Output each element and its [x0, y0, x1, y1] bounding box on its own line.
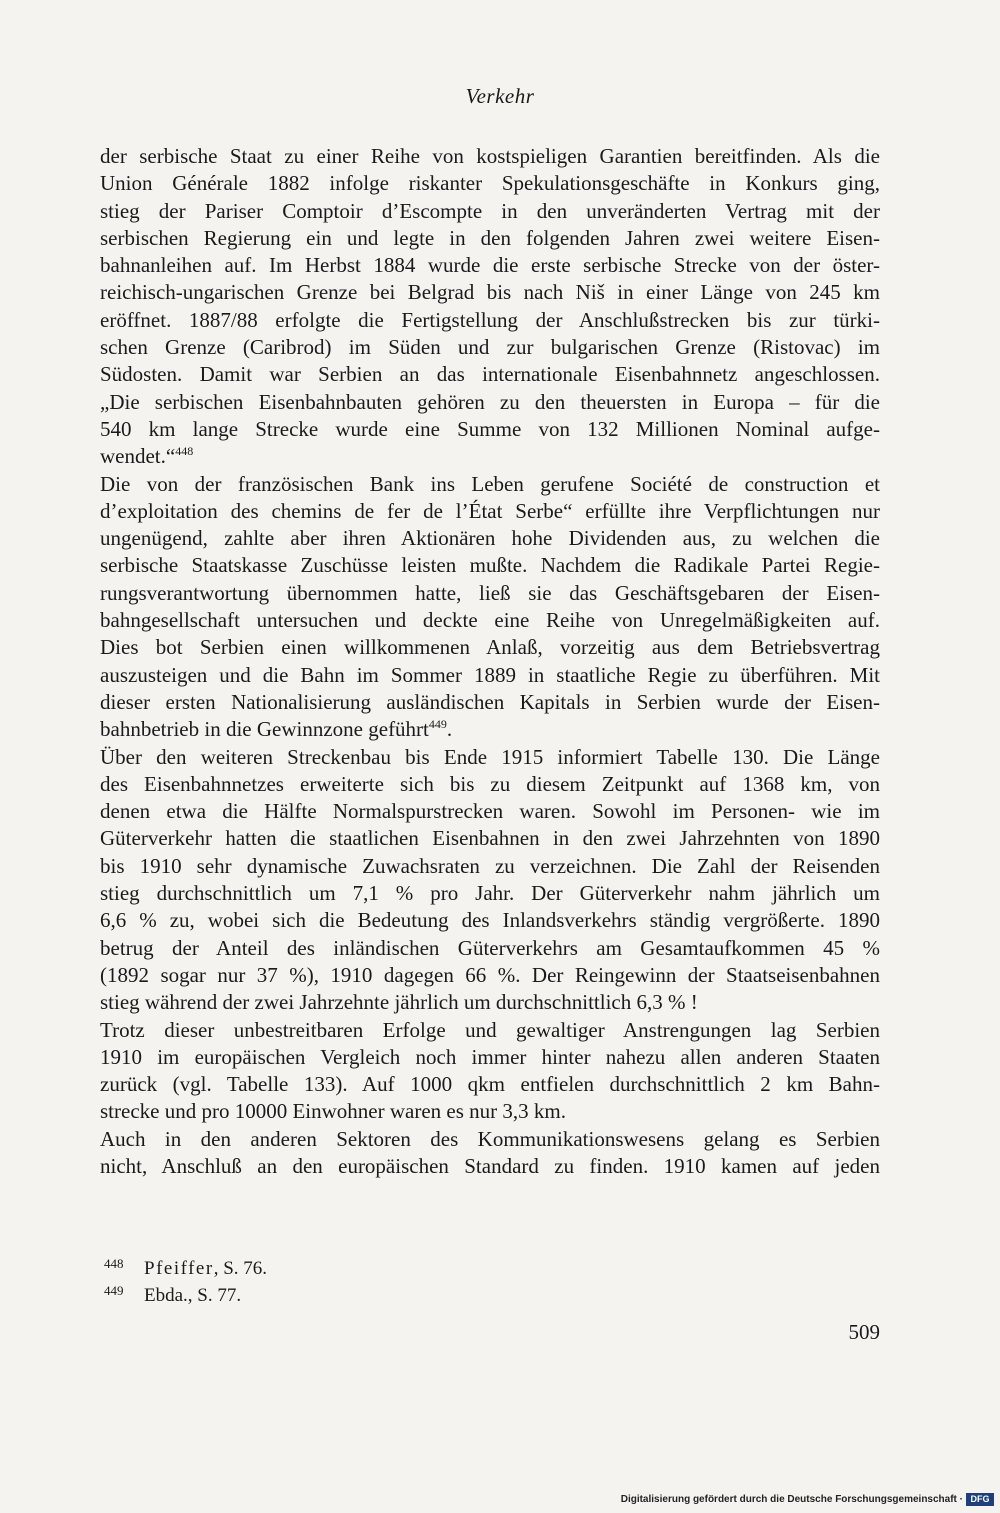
dfg-logo: DFG [966, 1493, 994, 1506]
text-line [100, 443, 880, 470]
text-line: d’exploitation des chemins de fer de l’État Serbe“ erfüllte ihre Verpflichtungen nur [100, 498, 880, 523]
text-line: Über den weiteren Streckenbau bis Ende 1915 informiert Tabelle 130. Die Länge [100, 744, 880, 769]
text-line: bahngesellschaft untersuchen und deckte eine Reihe von Unregelmäßigkeiten auf. [100, 608, 880, 633]
text-line: Dies bot Serbien einen willkommenen Anlaß, vorzeitig aus dem Betriebsvertrag [100, 635, 880, 660]
footnote-ref: 448 [175, 444, 194, 459]
text-line: (1892 sogar nur 37 %), 1910 dagegen 66 %. Der Reingewinn der Staatseisenbahnen [100, 962, 880, 987]
text-line: stieg der Pariser Comptoir d’Escompte in den unveränderten Vertrag mit der [100, 198, 880, 223]
text-line: 540 km lange Strecke wurde eine Summe von 132 Millionen Nominal aufge- [100, 416, 880, 441]
text-line: reichisch-ungarischen Grenze bei Belgrad bis nach Niš in einer Länge von 245 km [100, 280, 880, 305]
text-line: eröffnet. 1887/88 erfolgte die Fertigstellung der Anschlußstrecken bis zur türki- [100, 307, 880, 332]
text-line: Die von der französischen Bank ins Leben gerufene Société de construction et [100, 471, 880, 496]
text-line: Auch in den anderen Sektoren des Kommunikationswesens gelang es Serbien [100, 1126, 880, 1151]
text-line: schen Grenze (Caribrod) im Süden und zur bulgarischen Grenze (Ristovac) im [100, 335, 880, 360]
text-line: dieser ersten Nationalisierung ausländischen Kapitals in Serbien wurde der Eisen- [100, 689, 880, 714]
text-line: 6,6 % zu, wobei sich die Bedeutung des Inlandsverkehrs ständig vergrößerte. 1890 [100, 908, 880, 933]
text-line: nicht, Anschluß an den europäischen Standard zu finden. 1910 kamen auf jeden [100, 1153, 880, 1178]
text-line: „Die serbischen Eisenbahnbauten gehören zu den theuersten in Europa – für die [100, 389, 880, 414]
footnote [104, 1277, 267, 1304]
footnote-number: 448 [104, 1256, 124, 1271]
text-line: bis 1910 sehr dynamische Zuwachsraten zu verzeichnen. Die Zahl der Reisenden [100, 853, 880, 878]
text-line: serbischen Regierung ein und legte in den folgenden Jahren zwei weitere Eisen- [100, 225, 880, 250]
footnote-number: 449 [104, 1283, 124, 1298]
text-line: 1910 im europäischen Vergleich noch immer hinter nahezu allen anderen Staaten [100, 1044, 880, 1069]
paragraph [100, 1017, 880, 1126]
text-line: stieg während der zwei Jahrzehnte jährlich um durchschnittlich 6,3 % ! [100, 990, 698, 1015]
text-line: der serbische Staat zu einer Reihe von kostspieligen Garantien bereitfinden. Als die [100, 144, 880, 168]
footnote-text: Ebda., S. 77. [144, 1285, 242, 1306]
text-line: auszusteigen und die Bahn im Sommer 1889 in staatliche Regie zu überführen. Mit [100, 662, 880, 687]
text-line: Union Générale 1882 infolge riskanter Spekulationsgeschäfte in Konkurs ging, [100, 171, 880, 196]
text-line: serbische Staatskasse Zuschüsse leisten mußte. Nachdem die Radikale Partei Regie- [100, 553, 880, 578]
text-line: ungenügend, zahlte aber ihren Aktionären hohe Dividenden aus, zu welchen die [100, 526, 880, 551]
text-fragment: wendet.“ [100, 444, 176, 469]
text-line: Trotz dieser unbestreitbaren Erfolge und gewaltiger Anstrengungen lag Serbien [100, 1017, 880, 1042]
text-line: rungsverantwortung übernommen hatte, ließ sie das Geschäftsgebaren der Eisen- [100, 580, 880, 605]
footnotes [104, 1250, 267, 1304]
text-fragment: . [446, 717, 453, 742]
paragraph [100, 471, 880, 744]
text-line: zurück (vgl. Tabelle 133). Auf 1000 qkm entfielen durchschnittlich 2 km Bahn- [100, 1072, 880, 1097]
body-text [100, 143, 880, 1180]
text-line: stieg durchschnittlich um 7,1 % pro Jahr. Der Güterverkehr nahm jährlich um [100, 881, 880, 906]
footnote-ref: 449 [428, 717, 447, 732]
paragraph [100, 744, 880, 1017]
text-line: des Eisenbahnnetzes erweiterte sich bis zu diesem Zeitpunkt auf 1368 km, von [100, 771, 880, 796]
footnote [104, 1250, 267, 1277]
running-header: Verkehr [465, 84, 535, 108]
text-line: Südosten. Damit war Serbien an das internationale Eisenbahnnetz angeschlossen. [100, 362, 880, 387]
paragraph [100, 143, 880, 471]
text-line: denen etwa die Hälfte Normalspurstrecken waren. Sowohl im Personen- wie im [100, 799, 880, 824]
text-line [100, 716, 880, 743]
text-fragment: bahnbetrieb in die Gewinnzone geführt [100, 717, 429, 742]
text-line: bahnanleihen auf. Im Herbst 1884 wurde die erste serbische Strecke von der öster- [100, 253, 880, 278]
footnote-text: , S. 76. [213, 1258, 268, 1279]
footnote-author: Pfeiffer [144, 1258, 214, 1279]
page-number: 509 [848, 1320, 880, 1344]
paragraph [100, 1126, 880, 1181]
digitization-credit: Digitalisierung gefördert durch die Deutsche Forschungsgemeinschaft · [620, 1494, 963, 1505]
text-line: Güterverkehr hatten die staatlichen Eisenbahnen in den zwei Jahrzehnten von 1890 [100, 826, 880, 851]
text-line: betrug der Anteil des inländischen Güterverkehrs am Gesamtaufkommen 45 % [100, 935, 880, 960]
text-line: strecke und pro 10000 Einwohner waren es nur 3,3 km. [100, 1099, 566, 1124]
